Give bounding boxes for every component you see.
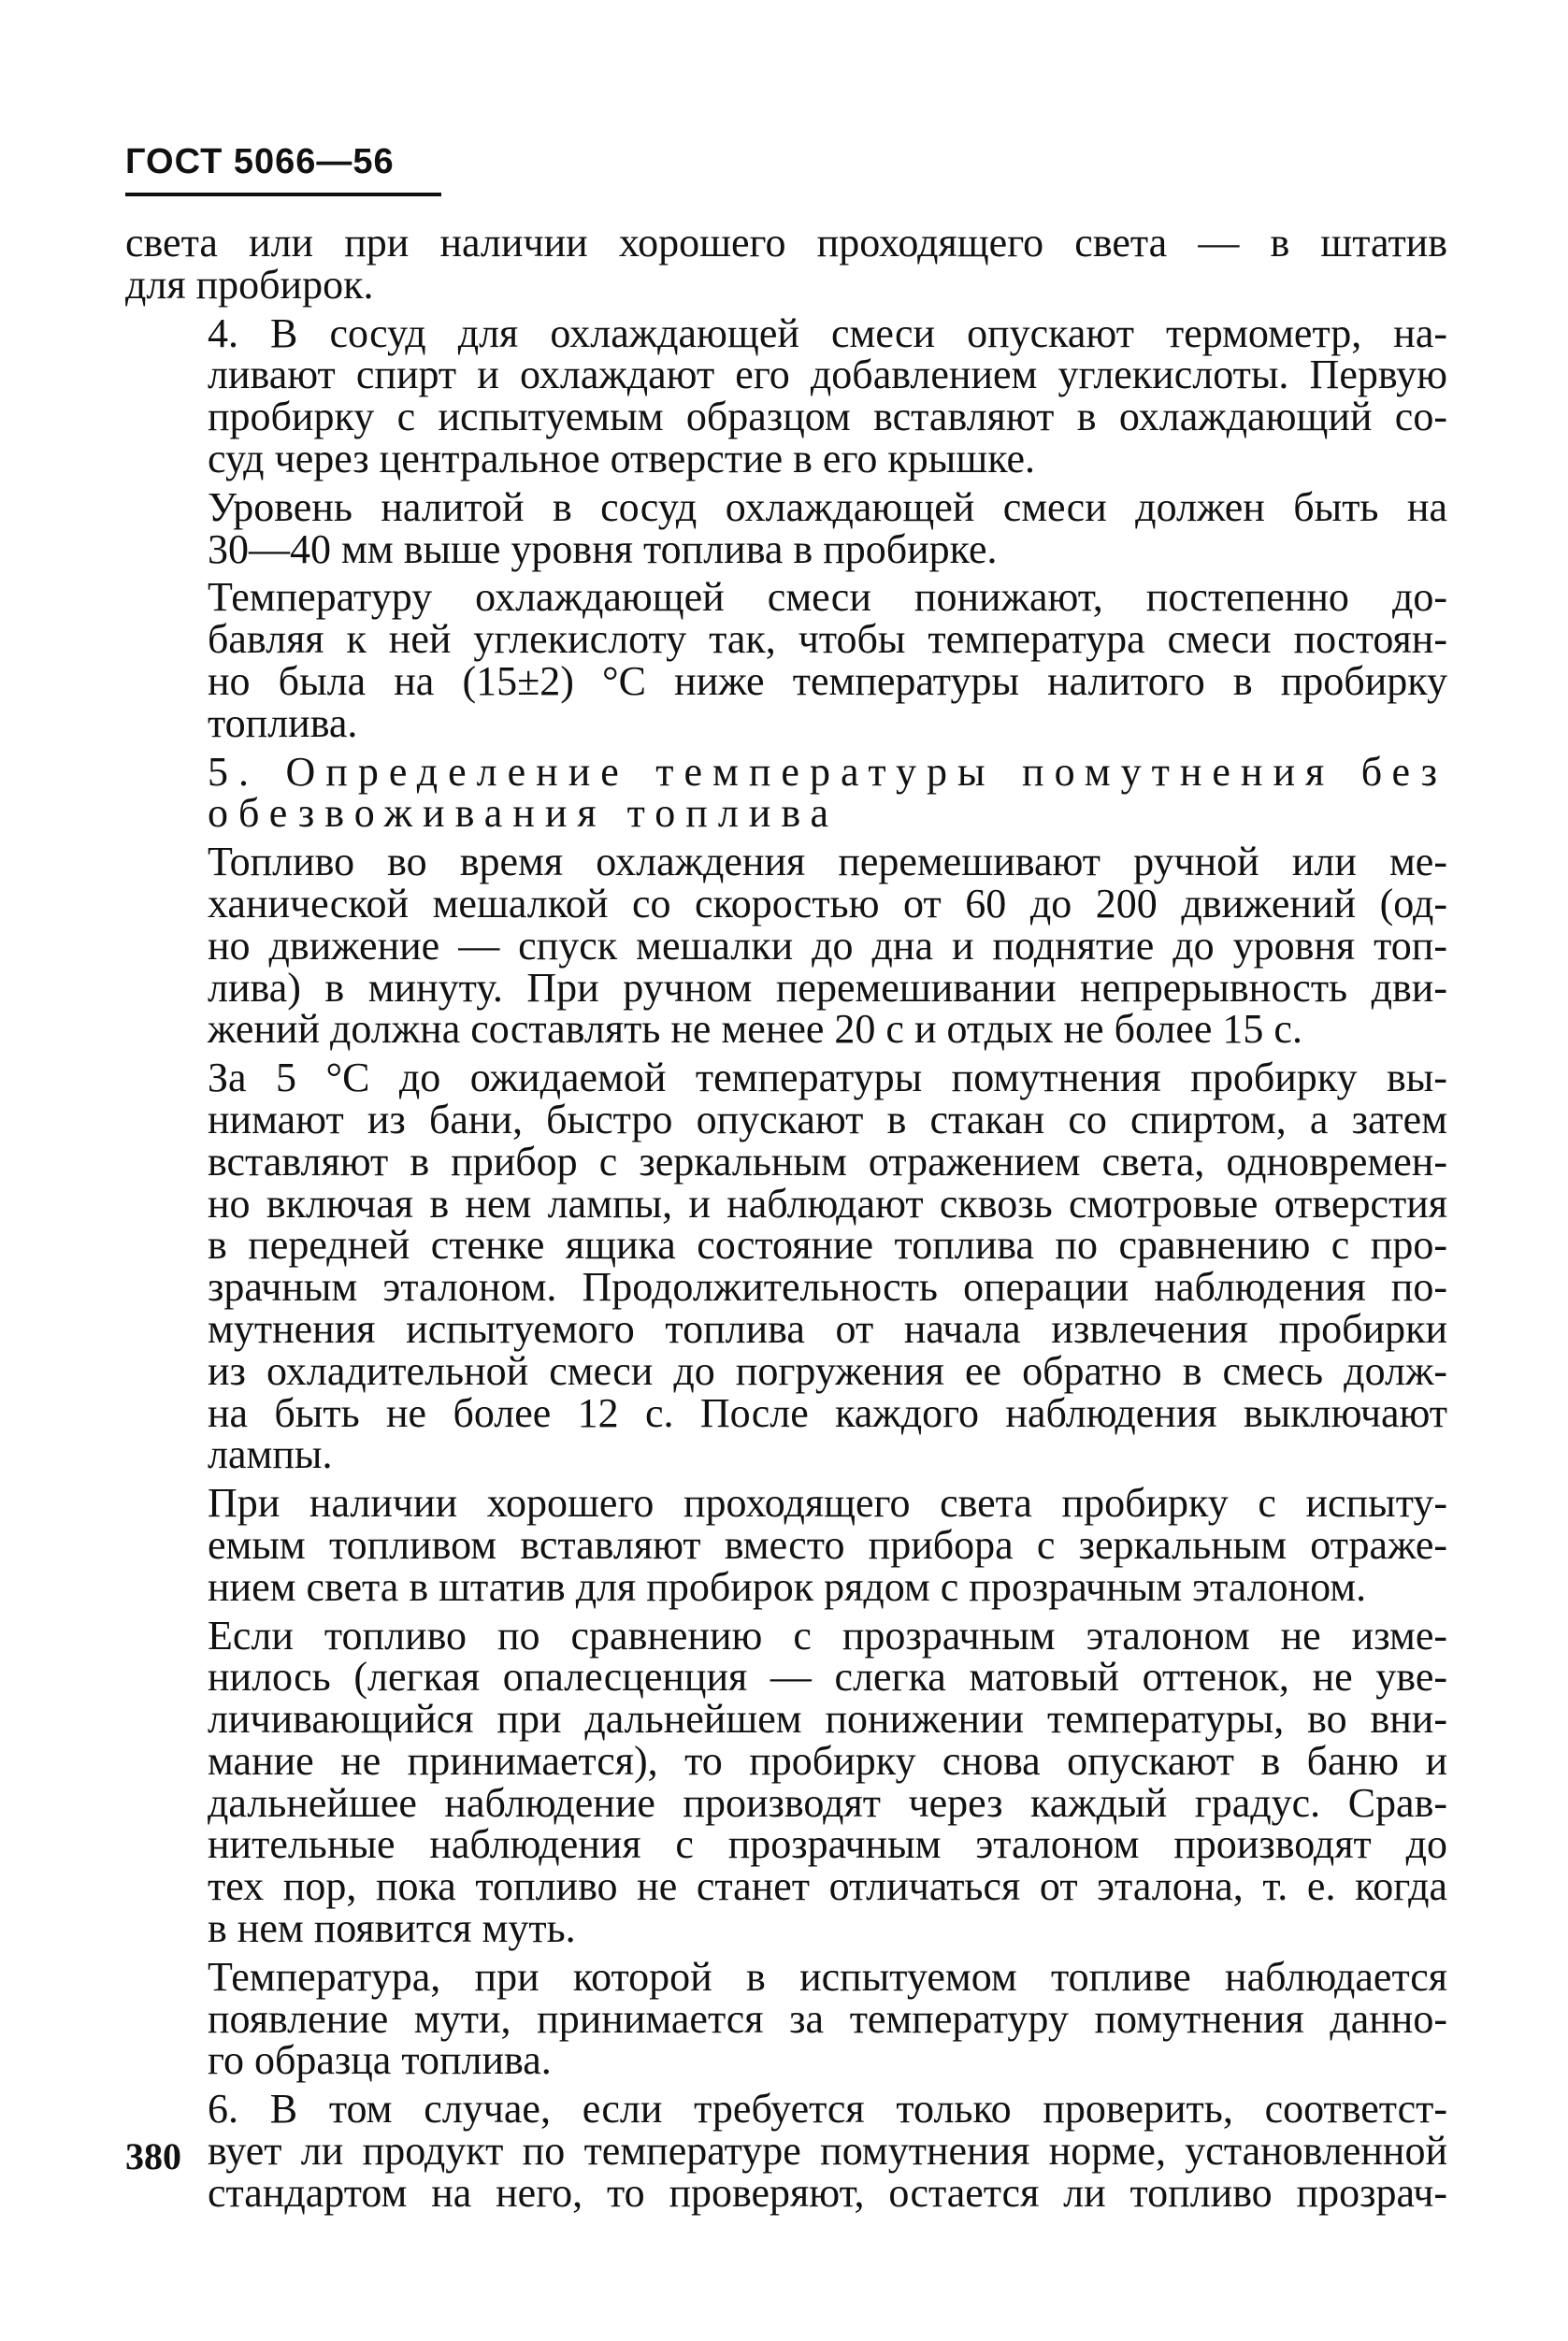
text-line: обезвоживания топлива bbox=[208, 790, 840, 837]
text-line: мание не принимается), то пробирку снова опускают в баню и bbox=[208, 1737, 1447, 1784]
text-line: но включая в нем лампы, и наблюдают сквозь смотровые отверстия bbox=[208, 1180, 1447, 1227]
text-line: но была на (15±2) °С ниже температуры налитого в пробирку bbox=[208, 657, 1447, 704]
text-line: Температуру охлаждающей смеси понижают, постепенно до- bbox=[208, 574, 1447, 621]
text-line: ливают спирт и охлаждают его добавлением углекислоты. Первую bbox=[208, 352, 1447, 398]
paragraph bbox=[125, 1953, 1447, 2084]
text-line: лампы. bbox=[208, 1431, 333, 1478]
text-line: топлива. bbox=[208, 699, 358, 746]
page-number: 380 bbox=[125, 2135, 181, 2177]
text-line: но движение — спуск мешалки до дна и поднятие до уровня топ- bbox=[208, 922, 1447, 969]
section-heading-5 bbox=[125, 748, 1447, 837]
text-line: Температура, при которой в испытуемом топливе наблюдается bbox=[208, 1953, 1447, 2000]
text-line: на быть не более 12 с. После каждого наблюдения выключают bbox=[208, 1389, 1447, 1436]
text-line: из охладительной смеси до погружения ее обратно в смесь долж- bbox=[208, 1347, 1447, 1394]
paragraph bbox=[125, 483, 1447, 572]
text-line: лива) в минуту. При ручном перемешивании непрерывность дви- bbox=[208, 964, 1447, 1011]
paragraph bbox=[125, 1480, 1447, 1610]
text-line: При наличии хорошего проходящего света пробирку с испыту- bbox=[208, 1480, 1447, 1527]
paragraph bbox=[125, 1057, 1447, 1476]
paragraph-item-4 bbox=[125, 309, 1447, 481]
text-line: бавляя к ней углекислоту так, чтобы температура смеси постоян- bbox=[208, 616, 1447, 663]
text-line: света или при наличии хорошего проходящего света — в штатив bbox=[125, 220, 1447, 266]
text-line: жений должна составлять не менее 20 с и отдых не более 15 с. bbox=[208, 1006, 1302, 1053]
text-line: тех пор, пока топливо не станет отличаться от эталона, т. е. когда bbox=[208, 1863, 1447, 1910]
text-line: 4. В сосуд для охлаждающей смеси опускают термометр, на- bbox=[208, 309, 1447, 356]
text-line: ханической мешалкой со скоростью от 60 до 200 движений (од- bbox=[208, 880, 1447, 926]
paragraph bbox=[125, 220, 1447, 308]
text-line: За 5 °С до ожидаемой температуры помутнения пробирку вы- bbox=[208, 1055, 1447, 1101]
text-line: нилось (легкая опалесценция — слегка матовый оттенок, не уве- bbox=[208, 1654, 1447, 1701]
text-line: в передней стенке ящика состояние топлива по сравнению с про- bbox=[208, 1222, 1447, 1269]
paragraph bbox=[125, 574, 1447, 746]
text-line: вует ли продукт по температуре помутнения норме, установленной bbox=[208, 2128, 1447, 2175]
text-line: 5. Определение температуры помутнения без bbox=[208, 748, 1447, 795]
running-header bbox=[125, 140, 441, 196]
text-line: зрачным эталоном. Продолжительность операции наблюдения по- bbox=[208, 1264, 1447, 1311]
paragraph bbox=[125, 1612, 1447, 1952]
text-line: для пробирок. bbox=[125, 261, 374, 308]
text-line: пробирку с испытуемым образцом вставляют в охлаждающий со- bbox=[208, 394, 1447, 440]
paragraph bbox=[125, 841, 1447, 1051]
text-line: стандартом на него, то проверяют, остается ли топливо прозрач- bbox=[208, 2169, 1447, 2216]
text-line: го образца топлива. bbox=[208, 2037, 552, 2084]
standard-code: ГОСТ 5066—56 bbox=[125, 142, 395, 181]
text-line: нительные наблюдения с прозрачным эталоном производят до bbox=[208, 1821, 1447, 1868]
text-line: емым топливом вставляют вместо прибора с зеркальным отраже- bbox=[208, 1521, 1447, 1568]
text-line: дальнейшее наблюдение производят через каждый градус. Срав- bbox=[208, 1779, 1447, 1826]
text-line: вставляют в прибор с зеркальным отражением света, одновремен- bbox=[208, 1138, 1447, 1185]
text-line: нием света в штатив для пробирок рядом с прозрачным эталоном. bbox=[208, 1563, 1367, 1610]
body-text bbox=[125, 220, 1447, 2221]
text-line: Если топливо по сравнению с прозрачным эталоном не изме- bbox=[208, 1612, 1447, 1659]
text-line: появление мути, принимается за температуру помутнения данно- bbox=[208, 1995, 1447, 2042]
text-line: Топливо во время охлаждения перемешивают ручной или ме- bbox=[208, 839, 1447, 885]
text-line: нимают из бани, быстро опускают в стакан со спиртом, а затем bbox=[208, 1096, 1447, 1142]
text-line: в нем появится муть. bbox=[208, 1905, 576, 1952]
text-line: 6. В том случае, если требуется только проверить, соответст- bbox=[208, 2086, 1447, 2133]
text-line: личивающийся при дальнейшем понижении температуры, во вни- bbox=[208, 1696, 1447, 1743]
text-line: 30—40 мм выше уровня топлива в пробирке. bbox=[208, 525, 998, 572]
paragraph-item-6 bbox=[125, 2086, 1447, 2216]
text-line: мутнения испытуемого топлива от начала извлечения пробирки bbox=[208, 1305, 1447, 1352]
text-line: Уровень налитой в сосуд охлаждающей смеси должен быть на bbox=[208, 483, 1447, 530]
text-line: суд через центральное отверстие в его крышке. bbox=[208, 435, 1036, 481]
